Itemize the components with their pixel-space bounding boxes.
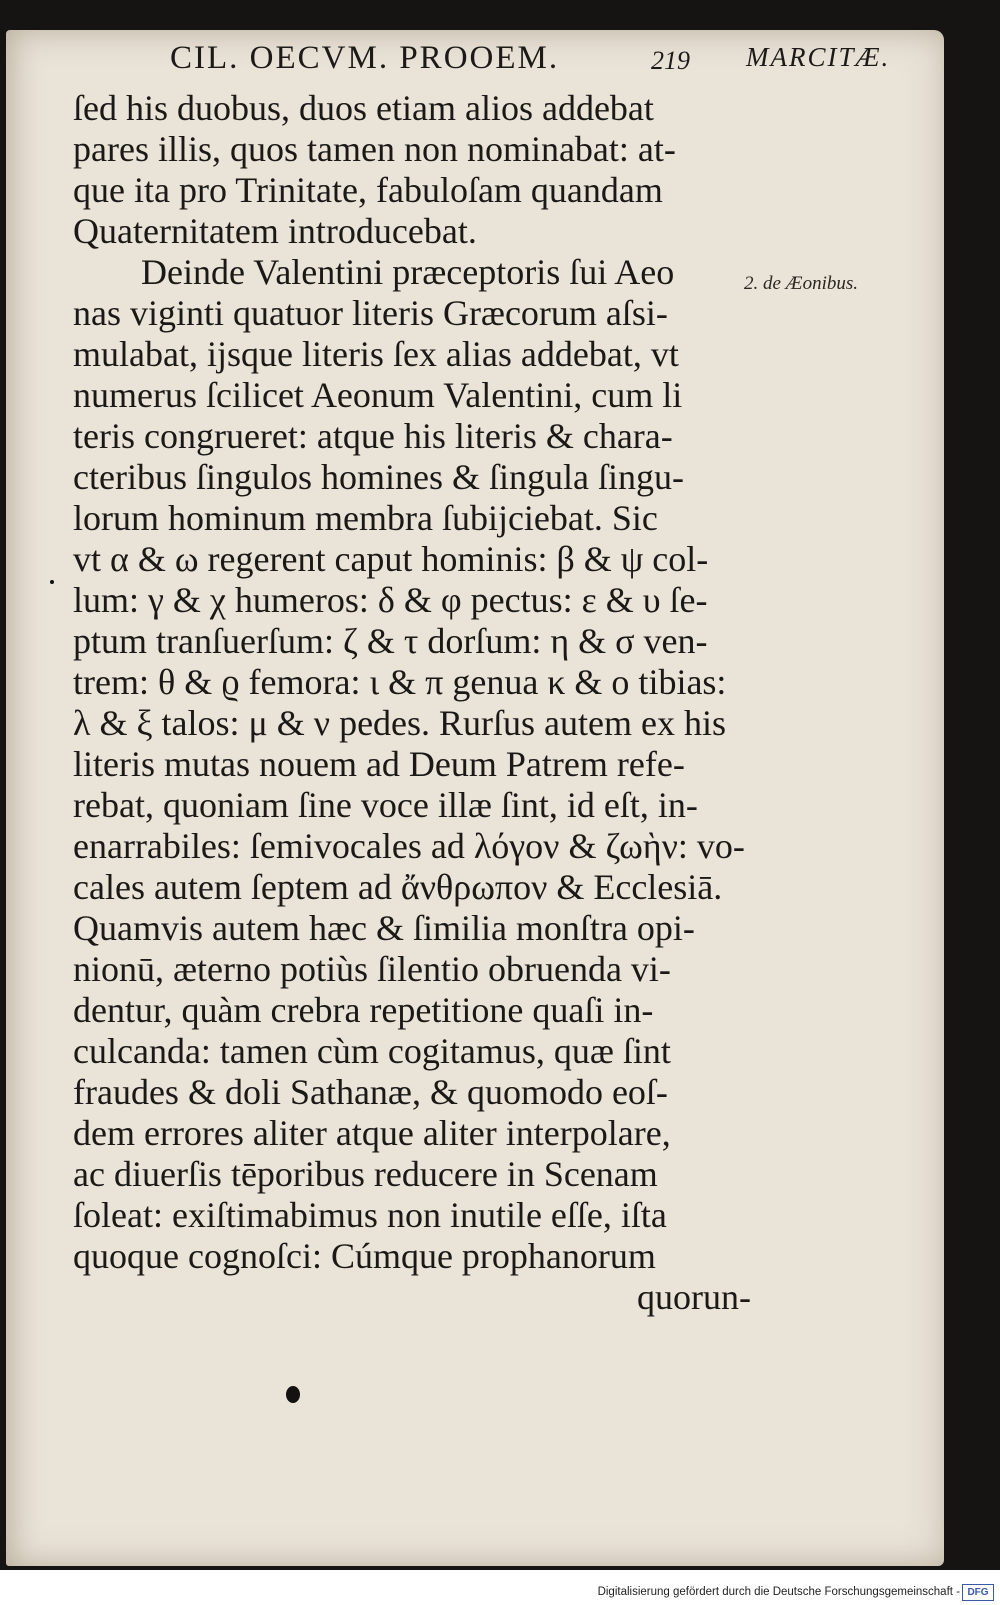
text-line: vt α & ω regerent caput hominis: β & ψ col-: [73, 539, 709, 579]
text-line: Quamvis autem hæc & ſimilia monſtra opi-: [73, 908, 695, 948]
footer-credit: Digitalisierung gefördert durch die Deutsche Forschungsgemeinschaft -: [597, 1586, 960, 1598]
text-line: ptum tranſuerſum: ζ & τ dorſum: η & σ ven-: [73, 621, 708, 661]
paragraph-start-line: Deinde Valentini præceptoris ſui Aeo: [141, 252, 675, 292]
page-number: 219: [651, 46, 690, 75]
text-line: dem errores aliter atque aliter interpolare,: [73, 1113, 671, 1153]
marginal-note: 2. de Æonibus.: [744, 273, 858, 294]
book-page: [6, 30, 944, 1566]
dfg-logo-icon: DFG: [962, 1584, 994, 1601]
text-line: literis mutas nouem ad Deum Patrem refe-: [73, 744, 685, 784]
margin-dot-mark: [50, 580, 54, 584]
text-line: culcanda: tamen cùm cogitamus, quæ ſint: [73, 1031, 671, 1071]
text-line: mulabat, ijsque literis ſex alias addebat, vt: [73, 334, 679, 374]
text-line: que ita pro Trinitate, fabuloſam quandam: [73, 170, 663, 210]
text-line: teris congrueret: atque his literis & chara-: [73, 416, 673, 456]
text-line: Quaternitatem introducebat.: [73, 211, 477, 251]
body-text: [73, 88, 753, 1318]
text-line: ſed his duobus, duos etiam alios addebat: [73, 88, 654, 128]
ink-spot: [286, 1386, 300, 1403]
text-line: dentur, quàm crebra repetitione quaſi in-: [73, 990, 654, 1030]
right-running-title: MARCITÆ.: [746, 42, 891, 72]
text-line: rebat, quoniam ſine voce illæ ſint, id eſt, in-: [73, 785, 698, 825]
text-line: lum: γ & χ humeros: δ & φ pectus: ε & υ ſe-: [73, 580, 708, 620]
text-line: lorum hominum membra ſubijciebat. Sic: [73, 498, 658, 538]
text-line: trem: θ & ϱ femora: ι & π genua κ & ο tibias:: [73, 662, 727, 702]
text-line: cteribus ſingulos homines & ſingula ſingu-: [73, 457, 684, 497]
text-line: quoque cognoſci: Cúmque prophanorum: [73, 1236, 656, 1276]
running-title: CIL. OECVM. PROOEM.: [170, 40, 560, 76]
text-line: λ & ξ talos: μ & ν pedes. Rurſus autem ex his: [73, 703, 727, 743]
text-line: cales autem ſeptem ad ἄνθρωπον & Ecclesiā.: [73, 867, 723, 907]
catchword: quorun-: [637, 1277, 751, 1317]
text-line: ſoleat: exiſtimabimus non inutile eſſe, iſta: [73, 1195, 667, 1235]
text-line: ac diuerſis tēporibus reducere in Scenam: [73, 1154, 658, 1194]
text-line: nas viginti quatuor literis Græcorum aſsi-: [73, 293, 668, 333]
text-line: fraudes & doli Sathanæ, & quomodo eoſ-: [73, 1072, 668, 1112]
text-line: pares illis, quos tamen non nominabat: at-: [73, 129, 676, 169]
text-line: enarrabiles: ſemivocales ad λόγον & ζωὴν: vo-: [73, 826, 745, 866]
text-line: nionū, æterno potiùs ſilentio obruenda vi-: [73, 949, 671, 989]
text-line: numerus ſcilicet Aeonum Valentini, cum li: [73, 375, 683, 415]
